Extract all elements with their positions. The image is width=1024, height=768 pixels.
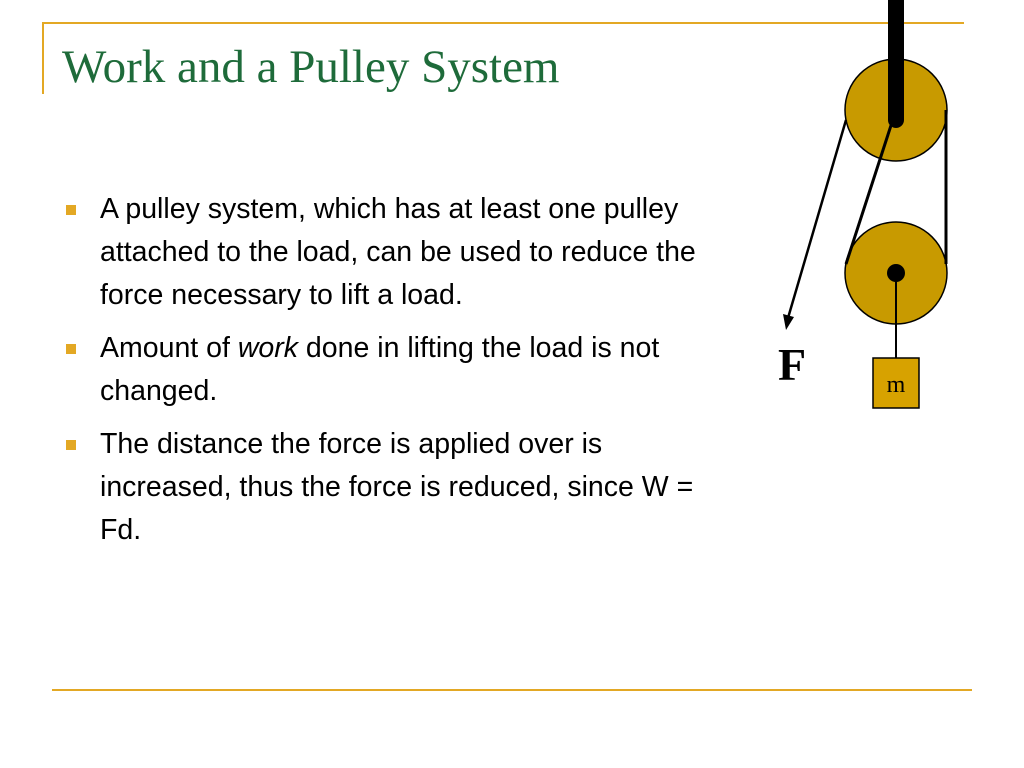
bullet-square-icon (66, 205, 76, 215)
bullet-emphasis: work (237, 332, 299, 364)
bullet-text: Amount of (100, 332, 238, 364)
bullet-text: The distance the force is applied over is increased, thus the force is reduced, since W = Fd. (100, 428, 694, 546)
mass-label: m (886, 372, 906, 398)
bullet-square-icon (66, 440, 76, 450)
pull-rope (788, 120, 846, 318)
slide-title: Work and a Pulley System (62, 41, 560, 93)
bullet-text: done in lifting the load is not changed. (100, 332, 660, 407)
pulley-diagram (760, 0, 970, 420)
bullet-text: A pulley system, which has at least one pulley attached to the load, can be used to reduce the force necessary to lift a load. (100, 193, 696, 311)
bullet-item (62, 188, 722, 317)
bottom-axle (887, 264, 905, 282)
force-label: F (778, 339, 807, 390)
bullet-item (62, 423, 722, 552)
force-arrow-head (783, 314, 794, 330)
footer-rule (52, 689, 972, 691)
bullet-item (62, 327, 722, 413)
bullet-list (62, 188, 722, 562)
bullet-square-icon (66, 344, 76, 354)
left-frame-rule (42, 22, 44, 94)
